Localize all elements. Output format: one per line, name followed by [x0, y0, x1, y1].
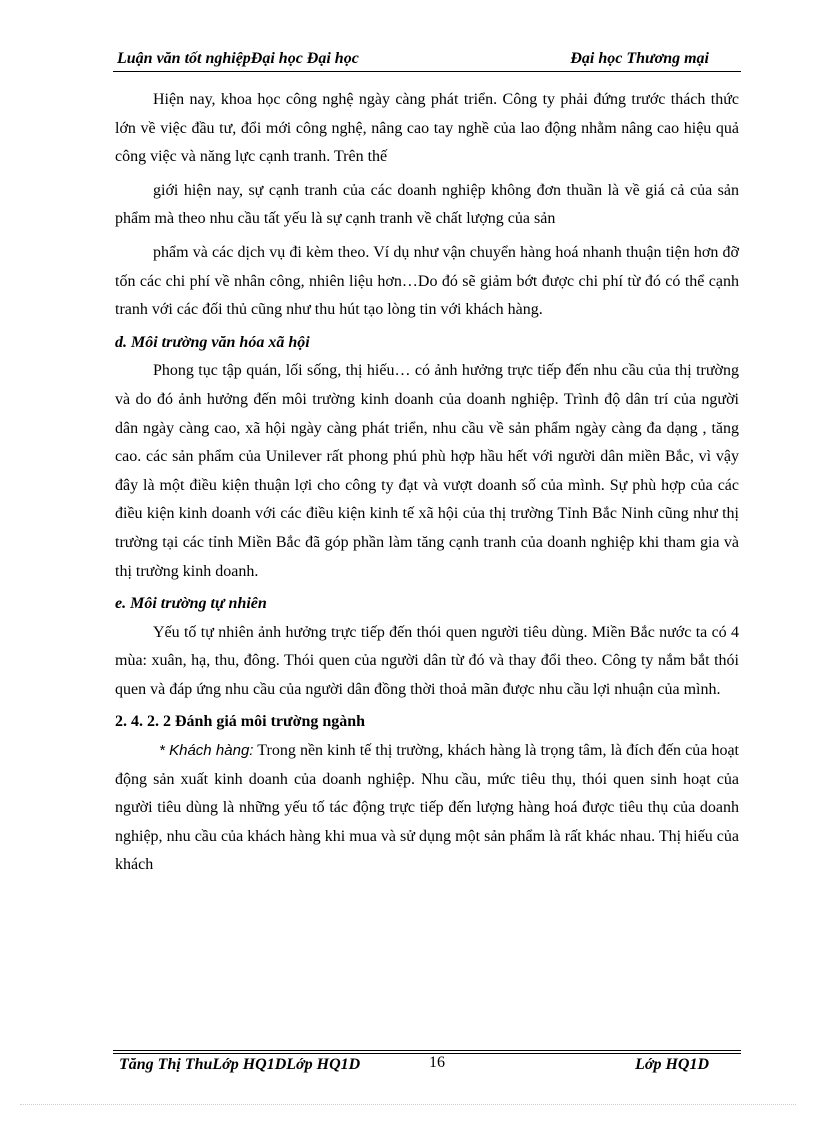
document-body	[115, 86, 739, 880]
customers-text: Trong nền kinh tế thị trường, khách hàng là trọng tâm, là đích đến của hoạt động sản xuất kinh doanh của doanh nghiệp. Nhu cầu, mức tiêu thụ, thói quen sinh hoạt của người tiêu dùng là những yếu tố tác động trực tiếp đến lượng hàng hoá được tiêu thụ của doanh nghiệp, nhu cầu của khách hàng khi mua và sử dụng một sản phẩm là rất khác nhau. Thị hiếu của khách	[115, 742, 739, 874]
page-edge-dotted-line	[20, 1104, 796, 1105]
paragraph-competition: giới hiện nay, sự cạnh tranh của các doanh nghiệp không đơn thuần là về giá cả của sản phẩm mà theo nhu cầu tất yếu là sự cạnh tranh về chất lượng của sản	[115, 181, 739, 228]
footer-left-text: Tăng Thị ThuLớp HQ1DLớp HQ1D	[119, 1056, 361, 1073]
header-rule	[113, 71, 741, 72]
heading-natural-environment: e. Môi trường tự nhiên	[115, 595, 267, 613]
paragraph-technology: Hiện nay, khoa học công nghệ ngày càng phát triển. Công ty phải đứng trước thách thức lớn về việc đầu tư, đổi mới công nghệ, nâng cao tay nghề của lao động nhằm nâng cao hiệu quả công việc và năng lực cạnh tranh. Trên thế	[115, 91, 739, 166]
page-header	[113, 50, 741, 72]
footer-rule-top	[113, 1050, 741, 1051]
page-number: 16	[429, 1054, 445, 1071]
heading-industry-assessment: 2. 4. 2. 2 Đánh giá môi trường ngành	[115, 713, 366, 731]
heading-culture-society: d. Môi trường văn hóa xã hội	[115, 333, 310, 351]
header-left-text: Luận văn tốt nghiệpĐại học Đại học	[117, 50, 359, 67]
paragraph-services: phẩm và các dịch vụ đi kèm theo. Ví dụ như vận chuyển hàng hoá nhanh thuận tiện hơn đỡ tốn các chi phí về nhân công, nhiên liệu hơn…Do đó sẽ giảm bớt được chi phí từ đó có thể cạnh tranh với các đối thủ cũng như thu hút tạo lòng tin với khách hàng.	[115, 243, 739, 319]
paragraph-nature: Yếu tố tự nhiên ảnh hưởng trực tiếp đến thói quen người tiêu dùng. Miền Bắc nước ta có 4 mùa: xuân, hạ, thu, đông. Thói quen của người dân từ đó và thay đổi theo. Công ty nắm bắt thói quen và đáp ứng nhu cầu của người dân đồng thời thoả mãn được nhu cầu lợi nhuận của mình.	[115, 623, 739, 698]
paragraph-customers	[115, 737, 739, 880]
page-footer	[113, 1056, 741, 1080]
footer-rule-bottom	[113, 1053, 741, 1054]
paragraph-culture: Phong tục tập quán, lối sống, thị hiếu… có ảnh hưởng trực tiếp đến nhu cầu của thị trường và do đó ảnh hưởng đến môi trường kinh doanh của doanh nghiệp. Trình độ dân trí của người dân ngày càng cao, xã hội ngày càng phát triển, nhu cầu về sản phẩm ngày càng đa dạng , tăng cao. các sản phẩm của Unilever rất phong phú phù hợp hầu hết với người dân miền Bắc, vì vậy đây là một điều kiện thuận lợi cho công ty đạt và vượt doanh số của mình. Sự phù hợp của các điều kiện kinh doanh với các điều kiện kinh tế xã hội của thị trường Tỉnh Bắc Ninh cũng như thị trường tại các tỉnh Miền Bắc đã góp phần làm tăng cạnh tranh của doanh nghiệp khi tham gia và thị trường kinh doanh.	[115, 362, 739, 580]
footer-right-text: Lớp HQ1D	[635, 1056, 709, 1073]
customers-lead: * Khách hàng:	[159, 742, 254, 760]
header-right-text: Đại học Thương mại	[570, 50, 709, 67]
